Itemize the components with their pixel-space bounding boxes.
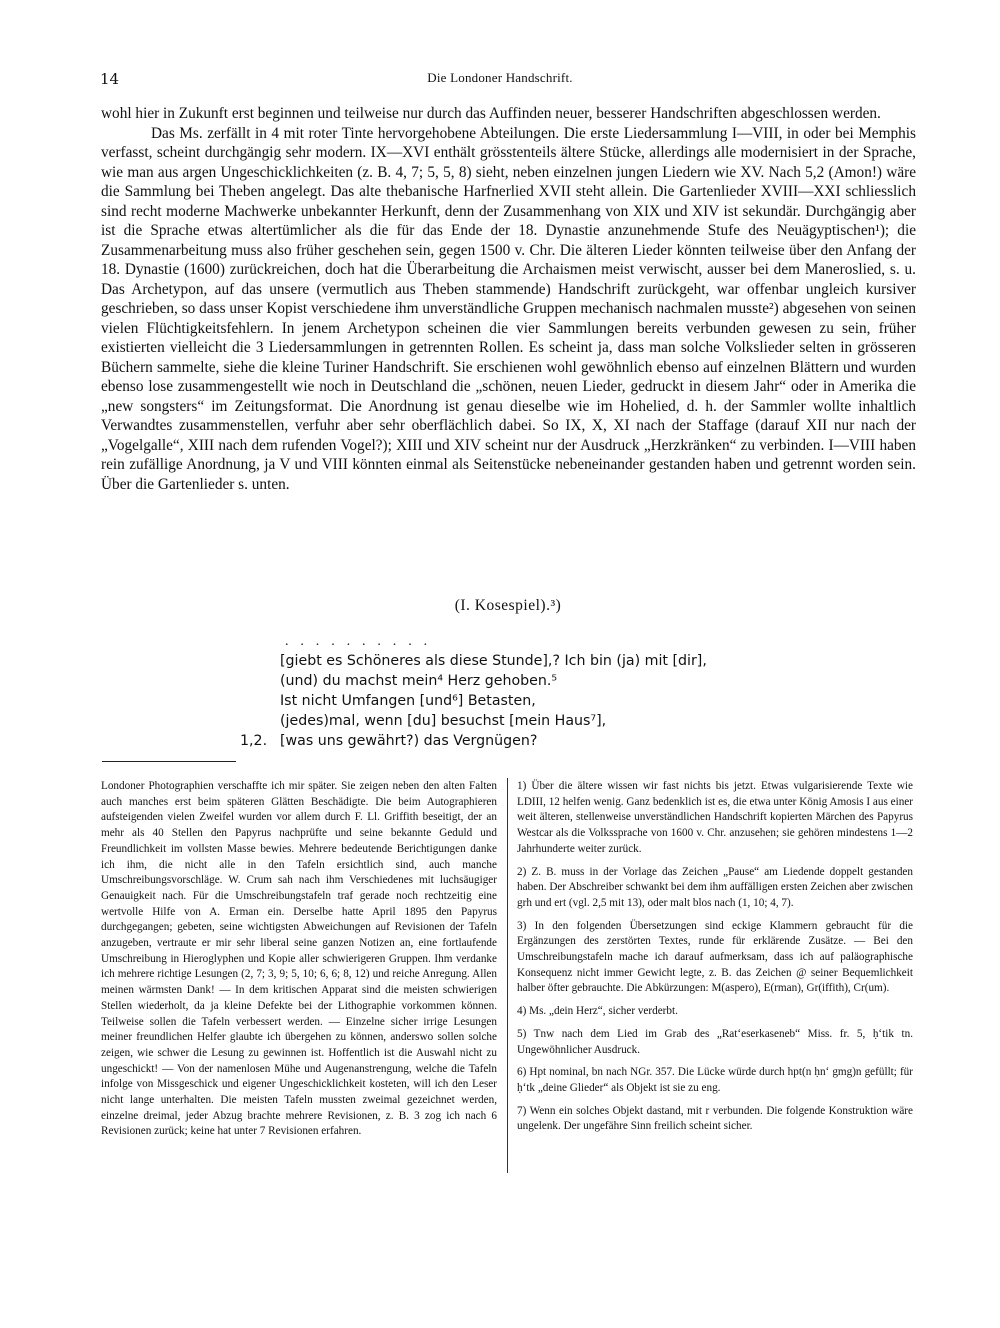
lacuna-dots: . . . . . . . . . . [285, 634, 432, 649]
body-paragraph: Das Ms. zerfällt in 4 mit roter Tinte hervorgehobene Abteilungen. Die erste Liedersammlung I—VIII, in oder bei Memphis verfasst, scheint durchgängig sehr modern. IX—XVI enthält grösstenteils ältere Stücke, allerdings alle modernisiert in der Sprache, wie man aus argen Ungeschicklichkeiten (z. B. 4, 7; 5, 5, 8) sieht, neben einzelnen jungen Liedern wie XV. Nach 5,2 (Amon!) wäre die Sammlung bei Theben angelegt. Das alte thebanische Harfnerlied XVII steht allein. Die Gartenlieder XVIII—XXI schliesslich sind recht moderne Machwerke unbekannter Herkunft, denn der Zusammenhang von XIX und XIV ist sekundär. Durchgängig aber ist die Sprache etwas altertümlicher als die für das Ende der 18. Dynastie anzunehmende Stufe des Neuägyptischen¹); die Zusammenarbeitung muss also früher geschehen sein, gegen 1500 v. Chr. Die älteren Lieder könnten teilweise über den Anfang der 18. Dynastie (1600) zurückreichen, doch hat die Überarbeitung die Archaismen meist verwischt, ausser bei dem Maneroslied, s. u. Das Archetypon, auf das unsere (vermutlich aus Theben stammende) Handschrift zurückgeht, war offenbar ungleich kursiver geschrieben, so dass unser Kopist verschiedene ihm unverständliche Gruppen mechanisch nachmalen musste²) abgesehen von seinen vielen Flüchtigkeitsfehlern. In jenem Archetypon scheinen die vier Sammlungen bereits verbunden gewesen zu sein, früher existierten vielleicht die 3 Liedersammlungen in getrennten Rollen. Es scheint ja, dass man solche Volkslieder selten in grösseren Büchern sammelte, siehe die kleine Turiner Handschrift. Sie erschienen wohl gewöhnlich ebenso auf einzelnen Blättern und wurden ebenso lose zusammengestellt wie noch in Deutschland die „schönen, neuen Lieder, gedruckt in diesem Jahr“ oder in Amerika die „new songsters“ im Zeitungsformat. Die Anordnung ist genau dieselbe wie im Hohelied, d. h. der Sammler wollte inhaltlich Verwandtes zusammenstellen, verfuhr aber sehr oberflächlich dabei. So IX, X, XI nach der Staffage (darauf XII nur nach der „Vogelgalle“, XIII nach dem rufenden Vogel?); XIII und XIV scheint nur der Ausdruck „Herzkränken“ zu verbinden. I—VIII haben rein zufällige Anordnung, ja V und VIII könnten einmal als Seitenstücke nebeneinander gestanden haben und getrennt worden sein. Über die Gartenlieder s. unten. [101, 124, 916, 493]
verse-number [240, 711, 280, 731]
verse-text: [was uns gewährt?) das Vergnügen? [280, 733, 538, 749]
verse-number [240, 671, 280, 691]
footnote-5: 5) Tnw nach dem Lied im Grab des „Rat‘eserkaseneb“ Miss. fr. 5, ḥ‘tik tn. Ungewöhnlicher Ausdruck. [517, 1027, 913, 1056]
verse-number: 1,2. [240, 733, 268, 749]
footnote-column-divider [507, 778, 508, 1173]
poem-line [240, 671, 840, 691]
footnote-right-column [517, 779, 913, 1142]
footnote-1: 1) Über die ältere wissen wir fast nichts bis jetzt. Etwas vulgarisierende Texte wie LDIII, 12 helfen wenig. Ganz bedenklich ist es, die etwa unter König Amosis I aus einer weit älteren, stellenweise unverständlichen Handschrift kopierten Märchen des Papyrus Westcar als die Volkssprache von 1600 v. Chr. anzusehen; sie gehören mindestens 1—2 Jahrhunderte weiter zurück. [517, 780, 913, 855]
main-body-text [101, 104, 916, 494]
footnote-separator-rule [102, 761, 236, 762]
verse-text: [giebt es Schöneres als diese Stunde],? Ich bin (ja) mit [dir], [280, 653, 707, 669]
body-paragraph: wohl hier in Zukunft erst beginnen und teilweise nur durch das Auffinden neuer, besserer Handschriften abgeschlossen werden. [101, 105, 881, 122]
footnote-continuation: Londoner Photographien verschaffte ich mir später. Sie zeigen neben den alten Falten auch manches erst beim späteren Glätten Beschädigte. Die beim Autographieren aufsteigenden vielen Zweifel wurden vor allem durch F. Ll. Griffith beseitigt, der an mehr als 40 Stellen den Papyrus nachprüfte und seine bekannte Geduld und Freundlichkeit im vollsten Masse bewies. Mehrere bedeutende Berichtigungen danke ich ihm, die nicht alle in den Tafeln ersichtlich sind, auch manche Umschreibungsvorschläge. W. Crum sah nach ihm Verschiedenes mit luchsäugiger Genauigkeit nach. Für die Umschreibungstafeln traf gerade noch rechtzeitig eine wertvolle Hilfe von A. Erman ein. Derselbe hatte April 1895 den Papyrus durchgegangen; gebeten, seine wichtigsten Abweichungen auf Revisionen der Tafeln anzugeben, vertraute er mir sehr liberal seine ganzen Notizen an, eine fortlaufende Umschreibung in Hieroglyphen und Kopie aller schwierigeren Gruppen. Ihm verdanke ich mehrere richtige Lesungen (2, 7; 3, 9; 5, 10; 6, 6; 8, 12) und reiche Anregung. Allen meinen wärmsten Dank! — In dem kritischen Apparat sind die meisten schwierigen Stellen wiederholt, da ja kleine Defekte bei der Lithographie vorkommen können. Teilweise sollen die Tafeln verbessert werden. — Einzelne sicher irrige Lesungen meiner freundlichen Helfer glaubte ich übergehen zu können, anderswo sollen solche zeigen, wie schwer die Lesung zu gewinnen ist. Hoffentlich ist die Auswahl nicht zu ungeschickt! — Von der namenlosen Mühe und Augenanstrengung, welche die Tafeln infolge von Missgeschick und eigener Ungeschicklichkeit kosteten, will ich den Leser nicht lange unterhalten. Die meisten Tafeln mussten zweimal gezeichnet werden, einzelne dreimal, jeder Abzug brachte mehrere Revisionen, z. B. 3 zog ich nach 6 Revisionen zurück; keine hat unter 7 Revisionen erfahren. [101, 780, 497, 1138]
footnote-6: 6) Hpt nominal, bn nach NGr. 357. Die Lücke würde durch hpt(n ḥn‘ gmg)n gefüllt; für ḥ‘tk „deine Glieder“ als Objekt ist sie zu eng. [517, 1066, 913, 1094]
poem-line [240, 691, 840, 711]
poem-line [240, 651, 840, 671]
verse-text: (jedes)mal, wenn [du] besuchst [mein Haus⁷], [280, 713, 607, 729]
footnote-7: 7) Wenn ein solches Objekt dastand, mit r verbunden. Die folgende Konstruktion wäre ungelenk. Der ungefähre Sinn freilich scheint sicher. [517, 1104, 913, 1133]
verse-number [240, 651, 280, 671]
poem-line [240, 711, 840, 731]
footnote-3: 3) In den folgenden Übersetzungen sind eckige Klammern gebraucht für die Ergänzungen des zerstörten Textes, runde für erklärende Zusätze. — Bei den Umschreibungstafeln mache ich darauf aufmerksam, dass ich auf paläographische Konsequenz nicht immer Gewicht legte, z. B. das Zeichen @ seiner Bequemlichkeit halber öfter gebrauchte. Die Abkürzungen: M(aspero), E(rman), Gr(iffith), Cr(um). [517, 919, 913, 995]
footnote-2: 2) Z. B. muss in der Vorlage das Zeichen „Pause“ am Liedende doppelt gestanden haben. Der Abschreiber schwankt bei dem ihm auffälligen ersten Zeichen aber zwischen grh und ert (vgl. 2,5 mit 13), oder malt blos nach (1, 10; 4, 7). [517, 865, 913, 909]
footnote-4: 4) Ms. „dein Herz“, sicher verderbt. [517, 1005, 678, 1018]
running-title: Die Londoner Handschrift. [427, 70, 573, 85]
footnote-left-column [101, 779, 497, 1140]
verse-text: Ist nicht Umfangen [und⁶] Betasten, [280, 693, 536, 709]
verse-text: (und) du machst mein⁴ Herz gehoben.⁵ [280, 673, 558, 689]
poem-line [240, 731, 840, 751]
section-title: (I. Kosespiel).³) [454, 597, 562, 614]
verse-number [240, 691, 280, 711]
poem-translation [240, 651, 840, 751]
page-number: 14 [100, 70, 120, 88]
